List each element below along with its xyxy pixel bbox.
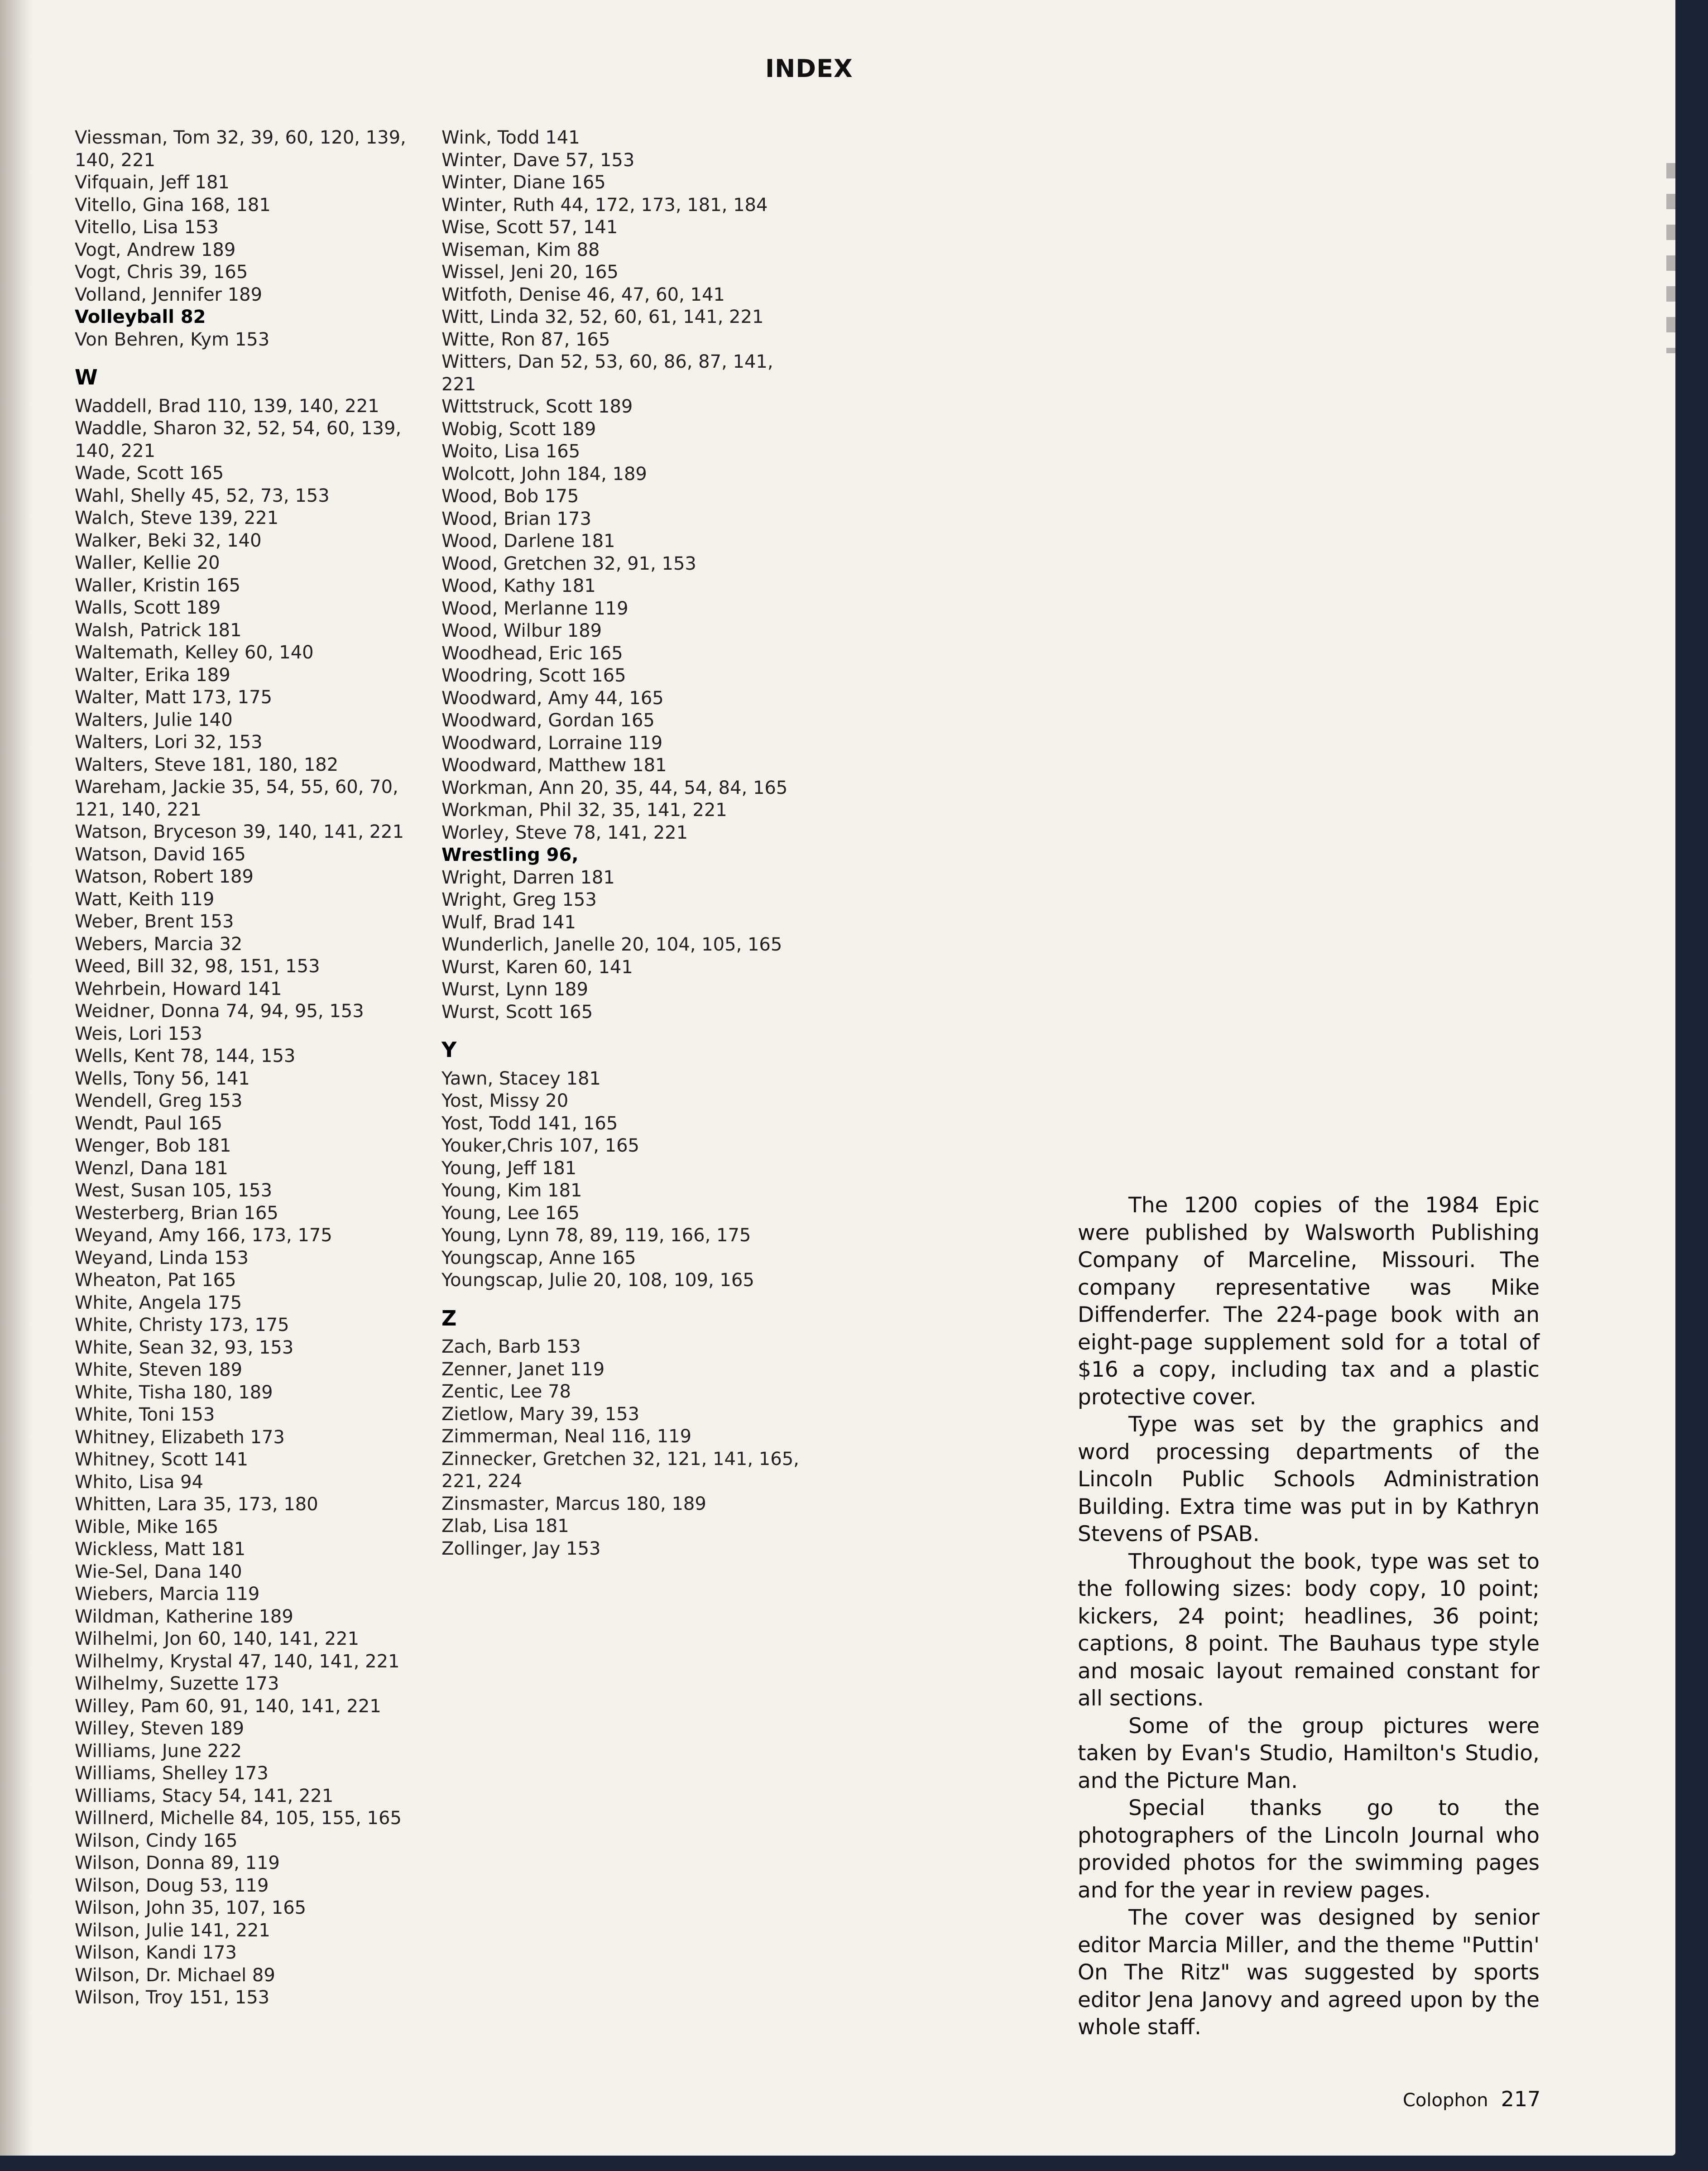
index-entry: Von Behren, Kym 153 (75, 329, 270, 350)
index-entry: Waddle, Sharon 32, 52, 54, 60, 139, 140, 221 (75, 418, 402, 461)
index-entry: White, Toni 153 (75, 1404, 215, 1425)
index-entry: White, Steven 189 (75, 1359, 243, 1380)
footer-section-label: Colophon (1403, 2090, 1488, 2111)
index-entry: Wilson, Kandi 173 (75, 1942, 237, 1963)
index-entry: Wilson, Doug 53, 119 (75, 1875, 269, 1896)
index-entry: Volland, Jennifer 189 (75, 284, 263, 305)
index-entry: Wink, Todd 141 (441, 127, 580, 148)
index-entry: Wells, Tony 56, 141 (75, 1068, 250, 1089)
index-entry: Wendt, Paul 165 (75, 1113, 223, 1134)
index-entry: Woito, Lisa 165 (441, 441, 581, 462)
index-entry: Vogt, Andrew 189 (75, 239, 236, 260)
index-entry: Williams, Stacy 54, 141, 221 (75, 1785, 334, 1806)
colophon-paragraph: Some of the group pictures were taken by Evan's Studio, Hamilton's Studio, and the Picture Man. (1078, 1713, 1540, 1793)
index-entry: Wobig, Scott 189 (441, 418, 596, 440)
index-entry: Vifquain, Jeff 181 (75, 172, 230, 193)
index-entry: Wickless, Matt 181 (75, 1539, 246, 1560)
index-entry: Watt, Keith 119 (75, 889, 215, 910)
index-entry: Wendell, Greg 153 (75, 1090, 243, 1111)
index-entry: Zimmerman, Neal 116, 119 (441, 1426, 692, 1447)
index-entry: Wells, Kent 78, 144, 153 (75, 1046, 296, 1066)
index-entry: Wilson, Troy 151, 153 (75, 1987, 270, 2008)
index-entry: Zlab, Lisa 181 (441, 1516, 569, 1537)
index-entry: Wie-Sel, Dana 140 (75, 1561, 242, 1582)
index-entry: Whito, Lisa 94 (75, 1471, 203, 1493)
index-entry: Woodward, Matthew 181 (441, 755, 667, 776)
index-entry: Williams, Shelley 173 (75, 1763, 269, 1784)
index-entry: Wilson, Donna 89, 119 (75, 1853, 280, 1873)
index-entry: Workman, Phil 32, 35, 141, 221 (441, 800, 727, 821)
index-entry: Youngscap, Julie 20, 108, 109, 165 (441, 1270, 754, 1291)
index-entry: Vitello, Lisa 153 (75, 217, 219, 238)
index-entry: Wurst, Scott 165 (441, 1001, 593, 1023)
index-entry: Watson, Bryceson 39, 140, 141, 221 (75, 821, 404, 842)
page-edge-marks (1666, 163, 1675, 353)
page-title: INDEX (765, 54, 853, 83)
index-entry: Wood, Wilbur 189 (441, 620, 602, 641)
index-entry: Young, Kim 181 (441, 1180, 582, 1201)
index-topic-entry: Wrestling 96, (441, 845, 579, 865)
index-entry: Wilson, Dr. Michael 89 (75, 1964, 275, 1986)
index-entry: Wolcott, John 184, 189 (441, 463, 647, 485)
index-entry: White, Christy 173, 175 (75, 1315, 289, 1335)
index-entry: Wright, Darren 181 (441, 867, 615, 888)
index-entry: Wenzl, Dana 181 (75, 1158, 228, 1179)
index-entry: Watson, David 165 (75, 844, 246, 865)
index-entry: Walters, Lori 32, 153 (75, 732, 263, 753)
page-footer (1403, 2087, 1540, 2111)
index-entry: Walsh, Patrick 181 (75, 620, 242, 641)
index-entry: White, Tisha 180, 189 (75, 1382, 273, 1403)
index-entry: Wood, Kathy 181 (441, 576, 596, 596)
index-entry: Weyand, Linda 153 (75, 1247, 249, 1268)
index-entry: Waddell, Brad 110, 139, 140, 221 (75, 395, 379, 417)
index-entry: Wade, Scott 165 (75, 463, 224, 484)
index-entry: Westerberg, Brian 165 (75, 1202, 278, 1224)
index-entry: Zietlow, Mary 39, 153 (441, 1403, 640, 1425)
colophon-paragraph: The cover was designed by senior editor Marcia Miller, and the theme "Puttin' On The Ritz" was suggested by sports editor Jena Janovy and agreed upon by the whole staff. (1078, 1905, 1540, 2040)
index-entry: Zach, Barb 153 (441, 1336, 581, 1357)
colophon-paragraph: Throughout the book, type was set to the following sizes: body copy, 10 point; kickers, 24 point; headlines, 36 point; captions, 8 point. The Bauhaus type style and mosaic layout remained constant for all sections. (1078, 1549, 1540, 1711)
index-entry: Wood, Brian 173 (441, 508, 591, 529)
index-entry: Wissel, Jeni 20, 165 (441, 262, 619, 283)
index-entry: Wiseman, Kim 88 (441, 239, 600, 260)
index-entry: Weyand, Amy 166, 173, 175 (75, 1225, 332, 1246)
index-entry: Wible, Mike 165 (75, 1516, 219, 1537)
colophon-paragraph: The 1200 copies of the 1984 Epic were published by Walsworth Publishing Company of Marceline, Missouri. The company representative was Mike Diffenderfer. The 224-page book with an eight-page supplement sold for a total of $16 a copy, including tax and a plastic protective cover. (1078, 1193, 1540, 1410)
index-entry: Weis, Lori 153 (75, 1023, 202, 1044)
index-entry: Wurst, Lynn 189 (441, 979, 588, 1000)
index-entry: Wittstruck, Scott 189 (441, 396, 633, 417)
index-entry: Wilson, John 35, 107, 165 (75, 1897, 307, 1918)
index-entry: Willey, Steven 189 (75, 1718, 245, 1739)
index-entry: Young, Lynn 78, 89, 119, 166, 175 (441, 1225, 751, 1246)
index-entry: Walls, Scott 189 (75, 597, 221, 618)
index-entry: Walters, Julie 140 (75, 709, 233, 730)
binding-gutter (0, 0, 32, 2156)
index-entry: Whitney, Scott 141 (75, 1449, 249, 1470)
index-entry: Whitten, Lara 35, 173, 180 (75, 1494, 318, 1515)
index-entry: Young, Lee 165 (441, 1202, 580, 1224)
section-letter: Z (441, 1306, 457, 1330)
index-entry: Witt, Linda 32, 52, 60, 61, 141, 221 (441, 307, 764, 327)
index-entry: Worley, Steve 78, 141, 221 (441, 822, 688, 843)
section-letter: W (75, 365, 98, 389)
colophon-paragraph: Special thanks go to the photographers of the Lincoln Journal who provided photos for the swimming pages and for the year in review pages. (1078, 1796, 1540, 1903)
index-entry: Yost, Missy 20 (441, 1090, 569, 1111)
index-entry: Wilhelmi, Jon 60, 140, 141, 221 (75, 1628, 360, 1649)
index-entry: Yost, Todd 141, 165 (441, 1113, 618, 1134)
colophon-paragraph: Type was set by the graphics and word processing departments of the Lincoln Public Schools Administration Building. Extra time was put in by Kathryn Stevens of PSAB. (1078, 1412, 1540, 1547)
index-entry: Youngscap, Anne 165 (441, 1247, 636, 1268)
index-entry: Wood, Merlanne 119 (441, 598, 629, 619)
index-entry: Workman, Ann 20, 35, 44, 54, 84, 165 (441, 777, 788, 798)
index-entry: Webers, Marcia 32 (75, 933, 243, 955)
index-entry: Witfoth, Denise 46, 47, 60, 141 (441, 284, 725, 305)
index-entry: Wood, Darlene 181 (441, 531, 615, 552)
index-entry: Weidner, Donna 74, 94, 95, 153 (75, 1001, 364, 1022)
index-entry: Wenger, Bob 181 (75, 1135, 231, 1156)
index-entry: Waller, Kellie 20 (75, 552, 220, 573)
section-letter: Y (441, 1037, 457, 1062)
index-entry: Willey, Pam 60, 91, 140, 141, 221 (75, 1695, 381, 1717)
index-entry: Walch, Steve 139, 221 (75, 508, 279, 528)
index-entry: Wilson, Cindy 165 (75, 1830, 238, 1851)
page-number: 217 (1501, 2087, 1541, 2111)
index-entry: Woodhead, Eric 165 (441, 643, 623, 664)
index-entry: Zentic, Lee 78 (441, 1381, 571, 1402)
index-entry: Witte, Ron 87, 165 (441, 329, 610, 350)
index-entry: Witters, Dan 52, 53, 60, 86, 87, 141, 221 (441, 351, 773, 395)
index-entry: Weed, Bill 32, 98, 151, 153 (75, 956, 320, 977)
index-entry: Watson, Robert 189 (75, 866, 254, 887)
index-entry: Young, Jeff 181 (441, 1158, 577, 1179)
index-entry: White, Angela 175 (75, 1292, 242, 1313)
index-column-middle (441, 127, 804, 1560)
index-entry: Williams, June 222 (75, 1740, 242, 1762)
index-entry: Walter, Erika 189 (75, 664, 230, 686)
index-entry: Wunderlich, Janelle 20, 104, 105, 165 (441, 934, 782, 955)
colophon-text (1078, 1192, 1540, 2041)
index-entry: Wareham, Jackie 35, 54, 55, 60, 70, 121, 140, 221 (75, 777, 398, 820)
index-column-left (75, 127, 428, 2009)
index-entry: Wulf, Brad 141 (441, 912, 576, 933)
index-entry: Wilson, Julie 141, 221 (75, 1920, 270, 1941)
index-entry: Zinsmaster, Marcus 180, 189 (441, 1493, 706, 1514)
index-entry: Vitello, Gina 168, 181 (75, 194, 271, 216)
index-entry: Youker,Chris 107, 165 (441, 1135, 639, 1156)
index-entry: Zollinger, Jay 153 (441, 1538, 601, 1559)
index-entry: Walters, Steve 181, 180, 182 (75, 754, 339, 775)
index-entry: West, Susan 105, 153 (75, 1180, 273, 1201)
index-entry: Wildman, Katherine 189 (75, 1606, 293, 1627)
index-entry: Winter, Diane 165 (441, 172, 606, 193)
index-entry: Winter, Dave 57, 153 (441, 149, 635, 171)
index-entry: Walker, Beki 32, 140 (75, 530, 262, 551)
index-entry: Walter, Matt 173, 175 (75, 687, 273, 708)
index-topic-entry: Volleyball 82 (75, 307, 206, 327)
index-entry: Wehrbein, Howard 141 (75, 978, 282, 999)
index-entry: Wiebers, Marcia 119 (75, 1584, 260, 1604)
index-entry: Woodring, Scott 165 (441, 665, 626, 686)
index-entry: Waller, Kristin 165 (75, 575, 241, 596)
index-entry: Wood, Gretchen 32, 91, 153 (441, 553, 696, 574)
index-entry: White, Sean 32, 93, 153 (75, 1337, 294, 1358)
index-entry: Viessman, Tom 32, 39, 60, 120, 139, 140, 221 (75, 127, 406, 171)
index-entry: Weber, Brent 153 (75, 911, 234, 932)
index-entry: Wright, Greg 153 (441, 889, 597, 910)
index-entry: Wilhelmy, Krystal 47, 140, 141, 221 (75, 1651, 400, 1672)
index-entry: Willnerd, Michelle 84, 105, 155, 165 (75, 1808, 402, 1829)
index-entry: Zinnecker, Gretchen 32, 121, 141, 165, 221, 224 (441, 1448, 799, 1492)
index-entry: Yawn, Stacey 181 (441, 1068, 601, 1089)
index-entry: Woodward, Lorraine 119 (441, 732, 663, 754)
index-entry: Whitney, Elizabeth 173 (75, 1427, 285, 1448)
index-entry: Wheaton, Pat 165 (75, 1270, 236, 1291)
index-entry: Woodward, Amy 44, 165 (441, 687, 664, 709)
index-entry: Wise, Scott 57, 141 (441, 217, 618, 238)
index-entry: Zenner, Janet 119 (441, 1359, 605, 1380)
index-entry: Woodward, Gordan 165 (441, 710, 655, 731)
index-entry: Waltemath, Kelley 60, 140 (75, 642, 314, 663)
index-entry: Vogt, Chris 39, 165 (75, 262, 248, 283)
index-entry: Wilhelmy, Suzette 173 (75, 1673, 279, 1694)
index-entry: Wood, Bob 175 (441, 486, 579, 507)
index-entry: Winter, Ruth 44, 172, 173, 181, 184 (441, 194, 768, 216)
index-entry: Wurst, Karen 60, 141 (441, 956, 633, 978)
index-entry: Wahl, Shelly 45, 52, 73, 153 (75, 485, 330, 506)
